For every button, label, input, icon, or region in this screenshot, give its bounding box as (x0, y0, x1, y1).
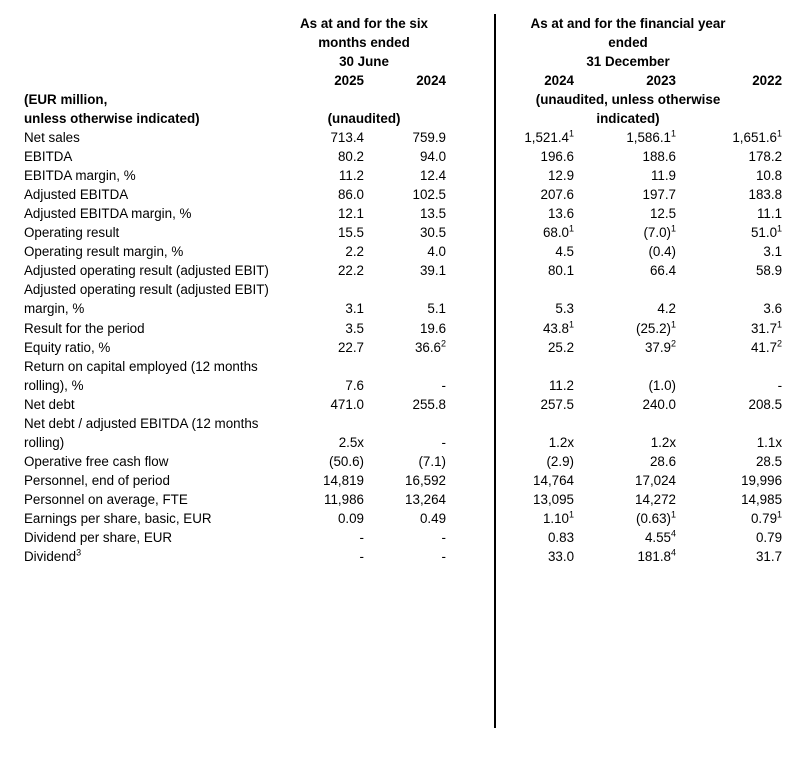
value-f2: 4.55$^4$ (644, 528, 677, 545)
row-gap (446, 261, 474, 280)
value-h2: 12.4 (419, 168, 447, 184)
value-f3: 14,985 (741, 491, 783, 507)
row-label: Adjusted EBITDA (24, 187, 129, 203)
value-h1: 0.09 (337, 510, 364, 526)
header-gap (446, 14, 474, 71)
header-group-row (24, 14, 782, 71)
table-row (24, 128, 782, 147)
value-f1: 257.5 (540, 396, 575, 412)
row-gap (446, 357, 474, 395)
table-row (24, 357, 782, 395)
value-h1: (50.6) (329, 453, 364, 469)
table-row (24, 319, 782, 338)
value-f1: 11.2 (548, 377, 575, 393)
value-f3: 0.79 (755, 529, 783, 545)
value-f3: 1.1x (756, 434, 783, 450)
table-row (24, 242, 782, 261)
value-f2: 66.4 (649, 263, 677, 279)
row-label: Operative free cash flow (24, 453, 169, 469)
row-gap (446, 128, 474, 147)
value-f3: 19,996 (741, 472, 783, 488)
unaudited-full-note: (unaudited, unless otherwise indicated) (535, 92, 721, 127)
value-f1: 1,521.4$^1$ (524, 128, 575, 146)
value-h1: 3.5 (345, 320, 364, 336)
row-gap (446, 147, 474, 166)
value-f3: 1,651.6$^1$ (732, 128, 783, 146)
value-h1: 14,819 (323, 472, 364, 488)
table-body (24, 128, 782, 566)
value-h2: 36.6$^2$ (414, 338, 447, 355)
value-h2: 5.1 (427, 301, 447, 317)
row-gap (446, 338, 474, 357)
value-f2: $(0.63)^1$ (636, 509, 677, 526)
value-h2: - (441, 377, 447, 393)
value-f2: 197.7 (642, 187, 677, 203)
value-h2: (7.1) (418, 453, 447, 469)
header-year-f2: 2023 (646, 73, 677, 89)
value-h1: 80.2 (337, 149, 364, 165)
value-f2: $(7.0)^1$ (643, 223, 677, 241)
header-gap-3 (446, 90, 474, 128)
value-h2: 16,592 (405, 472, 447, 488)
table-row (24, 452, 782, 471)
row-label: Adjusted EBITDA margin, % (24, 206, 192, 222)
value-f3: 11.1 (756, 206, 783, 222)
value-f2: 28.6 (649, 453, 677, 469)
value-h1: 11.2 (338, 168, 364, 184)
value-h1: 3.1 (345, 301, 364, 317)
value-f2: 188.6 (642, 149, 677, 165)
value-f3: 51.0$^1$ (750, 223, 783, 241)
header-group-half-year: As at and for the six months ended 30 June (300, 16, 428, 70)
row-label: EBITDA margin, % (24, 168, 136, 184)
value-f2: 240.0 (642, 396, 677, 412)
value-f2: 11.9 (650, 168, 677, 184)
row-gap (446, 319, 474, 338)
value-f1: 13,095 (533, 491, 575, 507)
value-f1: 207.6 (540, 187, 575, 203)
value-h2: 102.5 (412, 187, 447, 203)
row-gap (446, 280, 474, 318)
row-label: Net sales (24, 130, 80, 146)
column-group-divider (494, 14, 496, 728)
value-h2: - (441, 434, 447, 450)
table-row (24, 338, 782, 357)
value-h2: 0.49 (419, 510, 447, 526)
table-row (24, 509, 782, 528)
value-h1: 22.7 (337, 339, 364, 355)
value-f1: 68.0$^1$ (542, 223, 575, 241)
row-label: Personnel, end of period (24, 472, 170, 488)
header-gap-2 (446, 71, 474, 90)
row-gap (446, 223, 474, 242)
header-year-f3: 2022 (752, 73, 783, 89)
value-h1: 7.6 (345, 377, 364, 393)
row-gap (446, 490, 474, 509)
value-h2: - (441, 529, 447, 545)
value-f1: 43.8$^1$ (542, 319, 575, 336)
row-label: Operating result margin, % (24, 244, 184, 260)
value-f1: 12.9 (547, 168, 575, 184)
value-f3: 3.1 (763, 244, 783, 260)
value-h1: 22.2 (337, 263, 364, 279)
table-row (24, 223, 782, 242)
value-f2: 4.2 (657, 301, 677, 317)
value-f2: $(25.2)^1$ (636, 319, 677, 336)
table-row (24, 490, 782, 509)
header-spacer-2 (24, 71, 282, 90)
row-label: Earnings per share, basic, EUR (24, 510, 212, 526)
header-year-h1: 2025 (334, 73, 364, 89)
value-f3: 183.8 (748, 187, 783, 203)
value-h1: 11,986 (324, 491, 364, 507)
table-row (24, 547, 782, 566)
value-f3: 178.2 (748, 149, 783, 165)
row-gap (446, 509, 474, 528)
value-f2: 14,272 (635, 491, 677, 507)
row-gap (446, 166, 474, 185)
value-f2: 12.5 (649, 206, 677, 222)
value-h2: 759.9 (412, 130, 447, 146)
row-gap (446, 242, 474, 261)
table-row (24, 261, 782, 280)
value-h2: - (441, 548, 447, 564)
value-f2: 37.9$^2$ (644, 338, 677, 355)
header-spacer (24, 14, 282, 71)
header-year-h2: 2024 (416, 73, 447, 89)
value-f3: 10.8 (755, 168, 783, 184)
value-h1: - (359, 548, 364, 564)
value-f2: 181.8$^4$ (637, 547, 677, 564)
header-year-f1: 2024 (544, 73, 575, 89)
table-row (24, 147, 782, 166)
value-h2: 13.5 (419, 206, 447, 222)
row-label: Adjusted operating result (adjusted EBIT) (24, 263, 269, 279)
row-label: Operating result (24, 225, 120, 241)
value-h2: 94.0 (419, 149, 447, 165)
value-f1: 33.0 (547, 548, 575, 564)
value-f3: 41.7$^2$ (750, 338, 783, 355)
row-label: Net debt (24, 396, 75, 412)
row-label: EBITDA (24, 149, 73, 165)
header-unit-row (24, 90, 782, 128)
row-label: Return on capital employed (12 months rolling), % (24, 358, 258, 393)
table-row (24, 166, 782, 185)
header-year-row (24, 71, 782, 90)
row-gap (446, 471, 474, 490)
value-h1: 12.1 (337, 206, 364, 222)
value-f1: 80.1 (547, 263, 575, 279)
value-h1: 86.0 (337, 187, 364, 203)
value-h2: 4.0 (427, 244, 447, 260)
value-f3: 31.7 (755, 548, 783, 564)
value-f3: 28.5 (755, 453, 783, 469)
value-f2: 1,586.1$^1$ (626, 128, 677, 146)
value-h1: 15.5 (337, 225, 364, 241)
row-label: Net debt / adjusted EBITDA (12 months rolling) (24, 415, 259, 450)
value-h2: 39.1 (419, 263, 447, 279)
value-f3: - (777, 377, 783, 393)
row-gap (446, 547, 474, 566)
value-h2: 13,264 (405, 491, 447, 507)
header-group-full-year: As at and for the financial year ended 31 December (530, 16, 726, 70)
row-gap (446, 395, 474, 414)
row-gap (446, 528, 474, 547)
value-h2: 19.6 (419, 320, 447, 336)
table-row (24, 414, 782, 452)
value-h1: 2.2 (345, 244, 364, 260)
value-f3: 3.6 (763, 301, 783, 317)
value-f2: (0.4) (648, 244, 677, 260)
value-h1: 471.0 (330, 396, 364, 412)
value-h1: 713.4 (330, 130, 364, 146)
row-gap (446, 204, 474, 223)
value-h2: 255.8 (412, 396, 447, 412)
table-row (24, 528, 782, 547)
value-f3: 208.5 (748, 396, 783, 412)
value-f2: (1.0) (648, 377, 677, 393)
table-row (24, 204, 782, 223)
table-row (24, 280, 782, 318)
row-label: Personnel on average, FTE (24, 491, 188, 507)
row-label: Equity ratio, % (24, 339, 111, 355)
unaudited-half-note: (unaudited) (327, 111, 401, 127)
value-h1: 2.5x (338, 434, 364, 450)
value-f1: 196.6 (540, 149, 575, 165)
row-label: Adjusted operating result (adjusted EBIT) margin, % (24, 282, 269, 317)
value-h2: 30.5 (419, 225, 447, 241)
row-label: Result for the period (24, 320, 145, 336)
table-row (24, 185, 782, 204)
value-f3: 58.9 (755, 263, 783, 279)
row-label: Dividend per share, EUR (24, 529, 173, 545)
value-f1: 25.2 (547, 339, 575, 355)
value-f1: 1.2x (548, 434, 575, 450)
value-f3: 31.7$^1$ (750, 319, 783, 336)
row-gap (446, 414, 474, 452)
value-f2: 17,024 (635, 472, 677, 488)
unit-label: (EUR million, unless otherwise indicated) (24, 92, 200, 127)
value-f2: 1.2x (650, 434, 677, 450)
value-f1: 5.3 (555, 301, 575, 317)
row-label: Dividend$^3$ (24, 547, 82, 564)
table-row (24, 395, 782, 414)
value-f1: 0.83 (547, 529, 575, 545)
value-f1: 13.6 (547, 206, 575, 222)
table-row (24, 471, 782, 490)
row-gap (446, 452, 474, 471)
value-h1: - (359, 529, 364, 545)
value-f1: (2.9) (546, 453, 575, 469)
value-f1: 4.5 (555, 244, 575, 260)
row-gap (446, 185, 474, 204)
value-f1: 1.10$^1$ (542, 509, 575, 526)
financial-summary-table (24, 14, 782, 566)
value-f1: 14,764 (533, 472, 575, 488)
value-f3: 0.79$^1$ (750, 509, 783, 526)
